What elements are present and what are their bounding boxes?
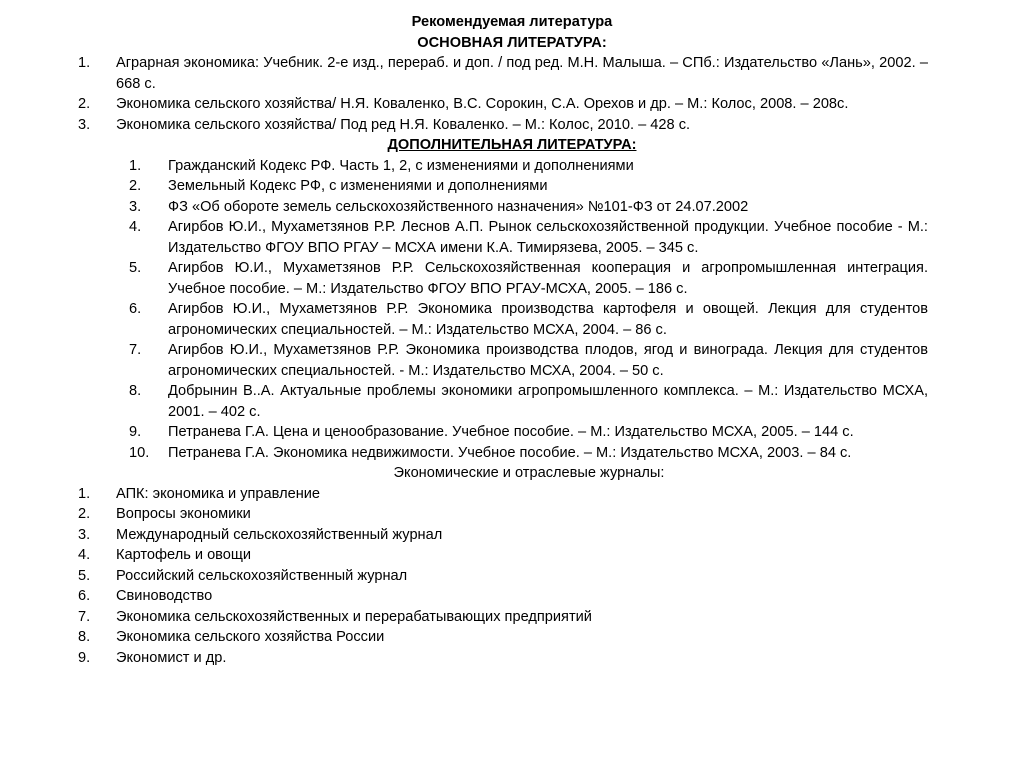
journals-list (0, 484, 1024, 669)
list-item (0, 340, 928, 381)
list-item-number: 9. (78, 649, 91, 666)
list-item-number: 2. (129, 178, 142, 194)
list-item-number: 6. (78, 588, 91, 604)
list-item (0, 258, 928, 299)
list-item-number: 3. (78, 526, 91, 543)
list-item (0, 299, 928, 340)
list-item-text: Картофель и овощи (116, 547, 252, 563)
list-item-number: 2. (78, 96, 91, 112)
list-item-number: 1. (78, 55, 91, 71)
list-item-text: Земельный Кодекс РФ, с изменениями и дополнениями (168, 178, 548, 194)
list-item (0, 443, 928, 464)
main-literature-heading: ОСНОВНАЯ ЛИТЕРАТУРА: (417, 34, 607, 51)
list-item-text: Петранева Г.А. Экономика недвижимости. Учебное пособие. – М.: Издательство МСХА, 2003. – 84 с. (168, 444, 852, 461)
list-item (0, 53, 928, 94)
list-item (0, 115, 928, 136)
list-item-text: Агирбов Ю.И., Мухаметзянов Р.Р. Леснов А.П. Рынок сельскохозяйственной продукции. Учебное пособие - М.: Издательство ФГОУ ВПО РГАУ – МСХА имени К.А. Тимирязева, 2005. – 345 с. (168, 219, 928, 256)
list-item-text: Агирбов Ю.И., Мухаметзянов Р.Р. Экономика производства картофеля и овощей. Лекция для студентов агрономических специальностей. – М.: Издательство МСХА, 2004. – 86 с. (168, 301, 928, 338)
list-item (0, 197, 928, 218)
list-item (0, 422, 928, 443)
list-item-number: 6. (129, 301, 142, 317)
list-item-number: 1. (78, 485, 91, 502)
document-page (0, 12, 1024, 668)
list-item (0, 94, 928, 115)
list-item-number: 8. (78, 629, 91, 645)
list-item (0, 607, 928, 628)
list-item-text: Петранева Г.А. Цена и ценообразование. Учебное пособие. – М.: Издательство МСХА, 2005. – 144 с. (168, 424, 854, 440)
list-item (0, 525, 928, 546)
list-item-text: ФЗ «Об обороте земель сельскохозяйственного назначения» №101-ФЗ от 24.07.2002 (168, 198, 749, 215)
list-item (0, 648, 928, 669)
list-item-number: 7. (78, 608, 91, 625)
list-item-text: Агирбов Ю.И., Мухаметзянов Р.Р. Экономика производства плодов, ягод и винограда. Лекция для студентов агрономических специальностей. - М.: Издательство МСХА, 2004. – 50 с. (168, 342, 928, 379)
additional-literature-list (0, 156, 1024, 464)
list-item-text: Экономика сельского хозяйства/ Под ред Н.Я. Коваленко. – М.: Колос, 2010. – 428 с. (116, 116, 691, 133)
list-item (0, 156, 928, 177)
list-item (0, 566, 928, 587)
additional-literature-heading: ДОПОЛНИТЕЛЬНАЯ ЛИТЕРАТУРА: (387, 137, 637, 153)
list-item (0, 545, 928, 566)
list-item-text: Международный сельскохозяйственный журнал (116, 526, 443, 543)
list-item-number: 7. (129, 342, 142, 358)
list-item-number: 5. (129, 260, 142, 276)
list-item-number: 10. (129, 444, 150, 461)
list-item-text: Агирбов Ю.И., Мухаметзянов Р.Р. Сельскохозяйственная кооперация и агропромышленная интеграция. Учебное пособие. – М.: Издательство ФГОУ ВПО РГАУ-МСХА, 2005. – 186 с. (168, 260, 928, 297)
list-item-text: Гражданский Кодекс РФ. Часть 1, 2, с изменениями и дополнениями (168, 157, 634, 174)
list-item-text: Свиноводство (116, 588, 213, 604)
list-item (0, 381, 928, 422)
journals-heading: Экономические и отраслевые журналы: (393, 465, 665, 481)
list-item-number: 1. (129, 157, 142, 174)
list-item-number: 5. (78, 567, 91, 584)
list-item (0, 217, 928, 258)
list-item (0, 586, 928, 607)
list-item-number: 8. (129, 383, 142, 399)
list-item-number: 2. (78, 506, 91, 522)
page-title: Рекомендуемая литература (411, 14, 613, 30)
list-item-text: АПК: экономика и управление (116, 485, 321, 502)
list-item-number: 4. (129, 219, 142, 235)
list-item-text: Экономика сельского хозяйства России (116, 629, 385, 645)
list-item-text: Экономика сельского хозяйства/ Н.Я. Коваленко, В.С. Сорокин, С.А. Орехов и др. – М.: Колос, 2008. – 208с. (116, 96, 849, 112)
list-item-number: 3. (78, 116, 91, 133)
list-item (0, 504, 928, 525)
list-item-text: Экономист и др. (116, 649, 227, 666)
list-item-text: Вопросы экономики (116, 506, 251, 522)
list-item-text: Аграрная экономика: Учебник. 2-е изд., перераб. и доп. / под ред. М.Н. Малыша. – СПб.: Издательство «Лань», 2002. – 668 с. (116, 55, 928, 92)
list-item (0, 484, 928, 505)
list-item-text: Добрынин В..А. Актуальные проблемы экономики агропромышленного комплекса. – М.: Издательство МСХА, 2001. – 402 с. (168, 383, 928, 420)
list-item-text: Экономика сельскохозяйственных и перерабатывающих предприятий (116, 608, 592, 625)
list-item (0, 176, 928, 197)
list-item-number: 3. (129, 198, 142, 215)
list-item-number: 9. (129, 424, 142, 440)
list-item-text: Российский сельскохозяйственный журнал (116, 567, 408, 584)
list-item (0, 627, 928, 648)
main-literature-list (0, 53, 1024, 135)
list-item-number: 4. (78, 547, 91, 563)
